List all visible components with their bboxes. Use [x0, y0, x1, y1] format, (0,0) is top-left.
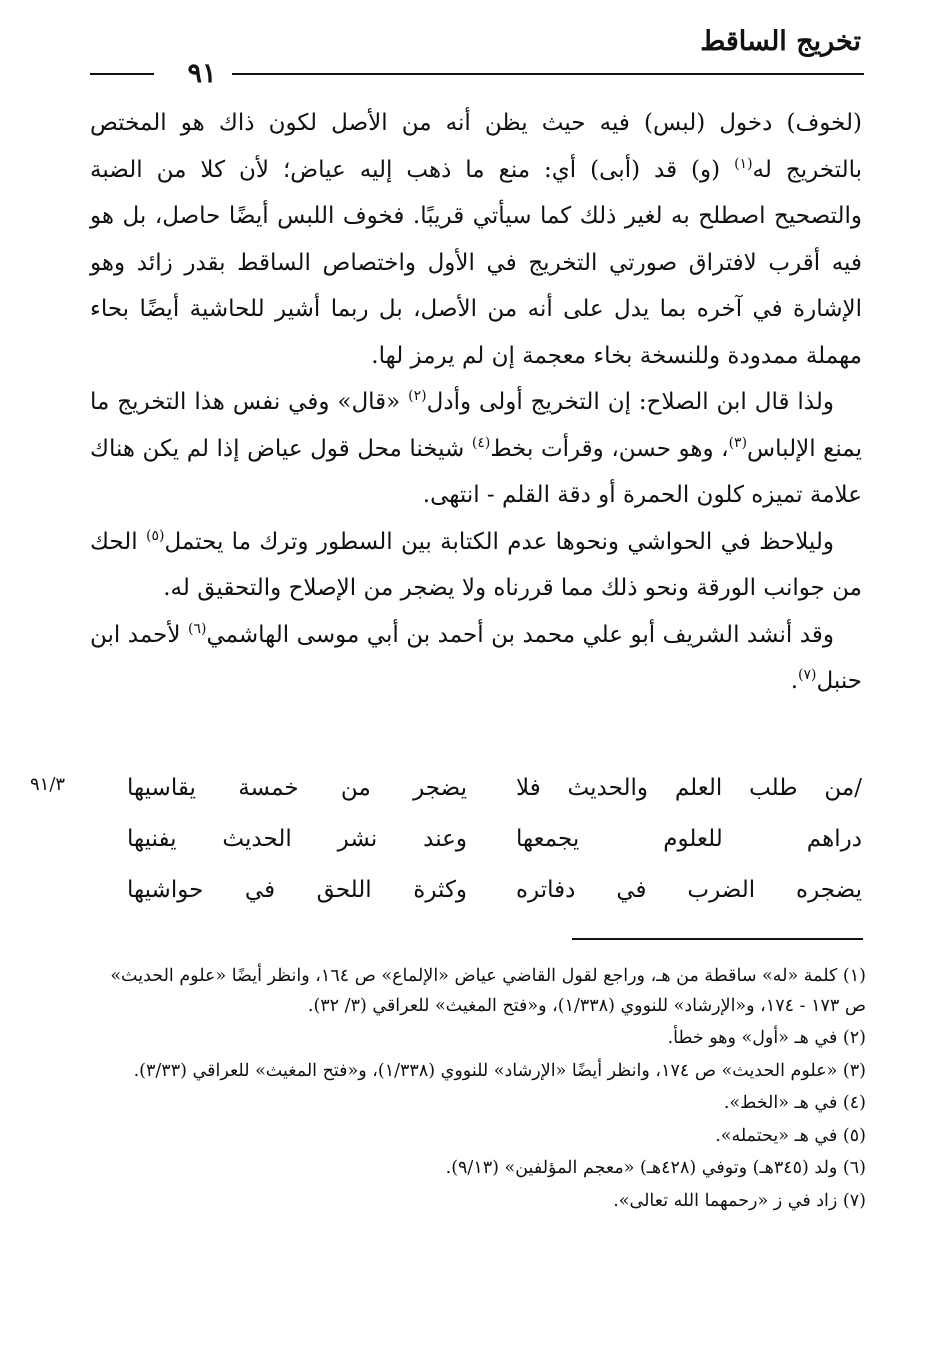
- footnote-4: (٤) في هـ «الخط».: [723, 1093, 866, 1113]
- paragraph-2-text-c: ، وهو حسن، وقرأت بخط: [490, 435, 729, 462]
- main-text: [90, 100, 862, 705]
- footnote-1: (١) كلمة «له» ساقطة من هـ، وراجع لقول القاضي عياض «الإلماع» ص ١٦٤، وانظر أيضًا «علوم الحديث» ص ١٧٣ - ١٧٤، و«الإرشاد» للنووي (١/٣٣٨)، و«فتح المغيث» للعراقي (٣/ ٣٢).: [110, 966, 866, 1016]
- footnote-ref-6: (٦): [187, 620, 207, 637]
- footnote-2: (٢) في هـ «أول» وهو خطأ.: [667, 1028, 866, 1048]
- poem: [90, 768, 862, 921]
- footnote-ref-5: (٥): [145, 527, 165, 544]
- paragraph-3: [90, 519, 862, 612]
- paragraph-2-text-a: ولذا قال ابن الصلاح: إن التخريج أولى وأدل: [426, 389, 834, 415]
- footnote-5: (٥) في هـ «يحتمله».: [715, 1125, 866, 1146]
- header-rule-right: [232, 73, 864, 75]
- poem-line: [90, 768, 862, 819]
- margin-reference: ٩١/٣: [30, 774, 66, 795]
- footnote-6: (٦) ولد (٣٤٥هـ) وتوفي (٤٢٨هـ) «معجم المؤلفين» (٩/١٣).: [445, 1158, 866, 1178]
- poem-first-hemistich: دراهم للعلوم يجمعها: [516, 826, 862, 852]
- footnote-separator: [572, 938, 863, 940]
- paragraph-1-text-a: (لخوف) دخول (لبس) فيه حيث يظن أنه من الأصل لكون ذاك هو المختص بالتخريج له: [90, 110, 862, 183]
- footnotes: [92, 962, 866, 1219]
- paragraph-4-text-b: لأحمد ابن حنبل: [90, 621, 862, 694]
- poem-second-hemistich: يضجر من خمسة يقاسيها: [127, 775, 467, 801]
- paragraph-1: [90, 100, 862, 379]
- poem-line: [90, 819, 862, 870]
- paragraph-3-text-b: الحك من جوانب الورقة ونحو ذلك مما قررناه ولا يضجر من الإصلاح والتحقيق له.: [90, 528, 862, 601]
- poem-second-hemistich: وكثرة اللحق في حواشيها: [127, 877, 467, 903]
- running-title: تخريج الساقط: [700, 26, 861, 57]
- footnote-ref-1: (١): [734, 155, 753, 172]
- footnote-ref-2: (٢): [408, 388, 427, 404]
- page-number: ٩١: [187, 58, 217, 89]
- paragraph-4: [90, 612, 862, 705]
- poem-line: [90, 870, 862, 921]
- paragraph-2-text-b: «قال» وفي نفس هذا التخريج ما يمنع الإلباس: [90, 389, 862, 462]
- footnote-3: (٣) «علوم الحديث» ص ١٧٤، وانظر أيضًا «الإرشاد» للنووي (١/٣٣٨)، و«فتح المغيث» للعراقي (٣/٣٣).: [133, 1060, 866, 1081]
- poem-first-hemistich: /من طلب العلم والحديث فلا: [516, 775, 862, 801]
- paragraph-2: [90, 379, 862, 519]
- paragraph-1-text-b: (و) قد (أبى) أي: منع ما ذهب إليه عياض؛ لأن كلا من الضبة والتصحيح اصطلح به لغير ذلك كما سيأتي قريبًا. فخوف اللبس أيضًا حاصل، بل هو فيه أقرب لافتراق صورتي التخريج في الأول واختصاص الساقط بقدر زائد وهو الإشارة في آخره بما يدل على أنه من الأصل، بل ربما أشير للحاشية أيضًا بحاء مهملة ممدودة وللنسخة بخاء معجمة إن لم يرمز لها.: [90, 156, 862, 369]
- poem-second-hemistich: وعند نشر الحديث يفنيها: [127, 826, 467, 852]
- poem-first-hemistich: يضجره الضرب في دفاتره: [516, 877, 862, 903]
- footnote-ref-4: (٤): [471, 434, 491, 451]
- paragraph-4-text-a: وقد أنشد الشريف أبو علي محمد بن أحمد بن أبي موسى الهاشمي: [206, 621, 834, 648]
- paragraph-2-text-d: شيخنا محل قول عياض إذا لم يكن هناك علامة تميزه كلون الحمرة أو دقة القلم - انتهى.: [90, 435, 862, 508]
- footnote-ref-3: (٣): [728, 434, 748, 451]
- paragraph-3-text-a: وليلاحظ في الحواشي ونحوها عدم الكتابة بين السطور وترك ما يحتمل: [164, 528, 834, 555]
- header-rule-left: [90, 73, 154, 75]
- footnote-ref-7: (٧): [798, 667, 817, 683]
- paragraph-4-text-c: .: [790, 668, 798, 694]
- footnote-7: (٧) زاد في ز «رحمهما الله تعالى».: [613, 1190, 866, 1211]
